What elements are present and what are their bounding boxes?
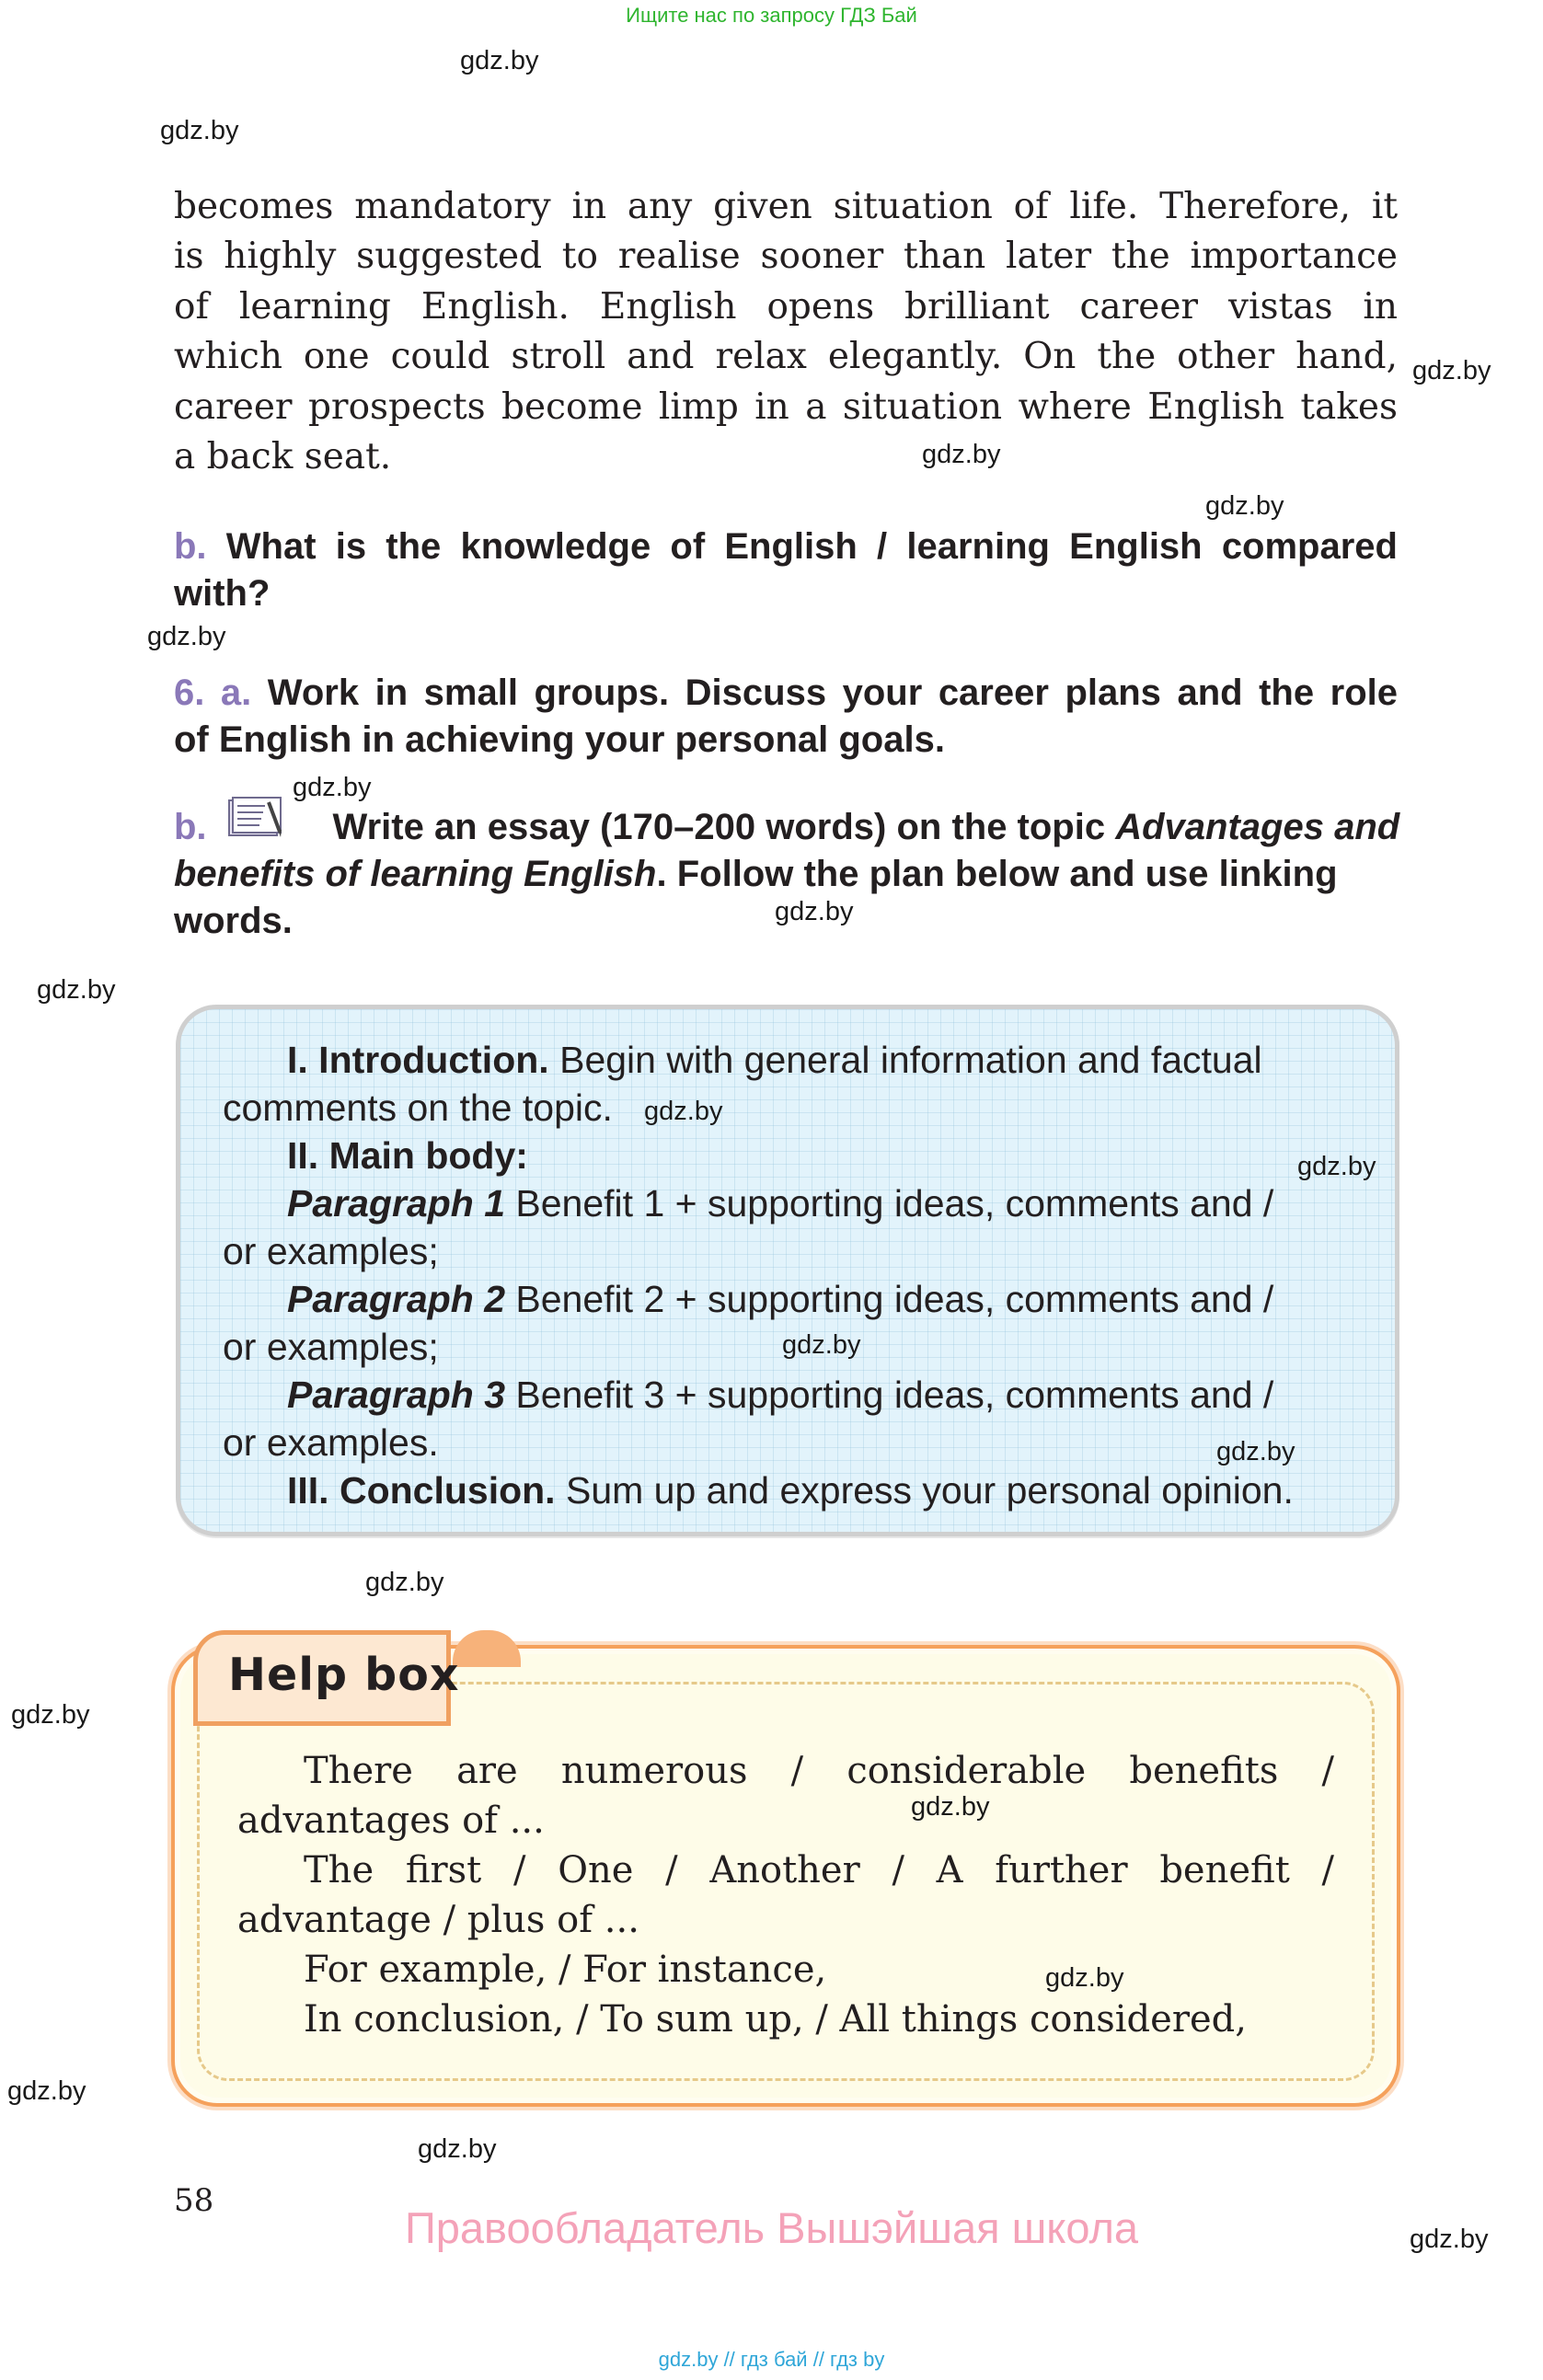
bottom-links-note: gdz.by // гдз бай // гдз by <box>658 2348 885 2371</box>
help-phrase: There are numerous / considerable benefits / <box>304 1750 1334 1792</box>
essay-topic: benefits of learning English <box>174 854 657 894</box>
watermark: gdz.by <box>365 1568 444 1597</box>
plan-text: Benefit 3 + supporting ideas, comments and / <box>515 1374 1274 1416</box>
plan-text: or examples; <box>223 1326 439 1368</box>
reading-paragraph <box>174 182 1398 482</box>
plan-paragraph-label: Paragraph 3 <box>287 1374 505 1416</box>
watermark: gdz.by <box>418 2134 497 2164</box>
plan-heading: III. Conclusion. <box>287 1469 556 1512</box>
help-box-tab-accent <box>453 1630 521 1667</box>
item-label: b. <box>174 526 207 567</box>
watermark: gdz.by <box>11 1700 90 1730</box>
plan-text: Benefit 1 + supporting ideas, comments and / <box>515 1182 1274 1224</box>
plan-text: Sum up and express your personal opinion. <box>565 1469 1294 1512</box>
watermark: gdz.by <box>160 116 239 145</box>
watermark: gdz.by <box>1410 2225 1489 2254</box>
watermark: gdz.by <box>147 622 226 651</box>
paragraph-line: which one could stroll and relax elegantly. On the other hand, <box>174 336 1398 378</box>
task-number: 6. <box>174 673 205 713</box>
plan-text: Begin with general information and factual <box>559 1039 1262 1081</box>
paragraph-line: a back seat. <box>174 436 392 478</box>
watermark: gdz.by <box>37 975 116 1005</box>
watermark: gdz.by <box>7 2076 86 2106</box>
plan-text: or examples. <box>223 1421 439 1464</box>
task-6b <box>174 804 1398 945</box>
watermark: gdz.by <box>293 773 372 802</box>
watermark: gdz.by <box>1297 1152 1376 1181</box>
task-text: of English in achieving your personal goals. <box>174 719 945 760</box>
page-number: 58 <box>174 2182 214 2219</box>
item-label: a. <box>220 673 252 713</box>
plan-text: Benefit 2 + supporting ideas, comments and / <box>515 1278 1274 1320</box>
paragraph-line: is highly suggested to realise sooner than later the importance <box>174 236 1398 278</box>
plan-text: or examples; <box>223 1230 439 1272</box>
paragraph-line: of learning English. English opens brilliant career vistas in <box>174 285 1398 328</box>
item-label: b. <box>174 807 207 847</box>
task-text: words. <box>174 901 293 941</box>
watermark: gdz.by <box>775 897 854 926</box>
watermark: gdz.by <box>644 1097 723 1126</box>
plan-heading: II. Main body: <box>287 1134 528 1177</box>
watermark: gdz.by <box>1045 1963 1124 1993</box>
watermark: gdz.by <box>1216 1437 1295 1466</box>
question-5b <box>174 523 1398 617</box>
watermark: gdz.by <box>1205 491 1284 521</box>
paragraph-line: becomes mandatory in any given situation of life. Therefore, it <box>174 186 1398 227</box>
watermark: gdz.by <box>922 440 1001 469</box>
task-text: . Follow the plan below and use linking <box>656 854 1338 894</box>
plan-heading: I. Introduction. <box>287 1039 549 1081</box>
watermark: gdz.by <box>1412 356 1491 385</box>
help-phrase: In conclusion, / To sum up, / All things considered, <box>304 1998 1247 2041</box>
task-6a <box>174 670 1398 764</box>
watermark: gdz.by <box>911 1792 990 1822</box>
rights-holder-note: Правообладатель Вышэйшая школа <box>404 2203 1139 2252</box>
task-text: Write an essay (170–200 words) on the topic <box>332 807 1106 847</box>
help-phrase: For example, / For instance, <box>304 1949 827 1991</box>
watermark: gdz.by <box>782 1330 861 1360</box>
help-phrase: advantage / plus of ... <box>237 1899 639 1941</box>
watermark: gdz.by <box>460 46 539 75</box>
plan-text: comments on the topic. <box>223 1087 613 1129</box>
task-text: Work in small groups. Discuss your career plans and the role <box>267 673 1398 713</box>
paragraph-line: career prospects become limp in a situation where English takes <box>174 385 1398 428</box>
question-text: with? <box>174 573 271 614</box>
top-search-note: Ищите нас по запросу ГДЗ Бай <box>626 4 917 27</box>
plan-paragraph-label: Paragraph 2 <box>287 1278 505 1320</box>
question-text: What is the knowledge of English / learning English compared <box>225 526 1398 567</box>
plan-paragraph-label: Paragraph 1 <box>287 1182 505 1224</box>
essay-topic: Advantages and <box>1115 807 1400 847</box>
help-phrase: The first / One / Another / A further benefit / <box>304 1849 1334 1891</box>
help-phrase: advantages of ... <box>237 1799 545 1842</box>
essay-writing-icon <box>228 797 283 839</box>
help-box-title: Help box <box>228 1649 460 1701</box>
